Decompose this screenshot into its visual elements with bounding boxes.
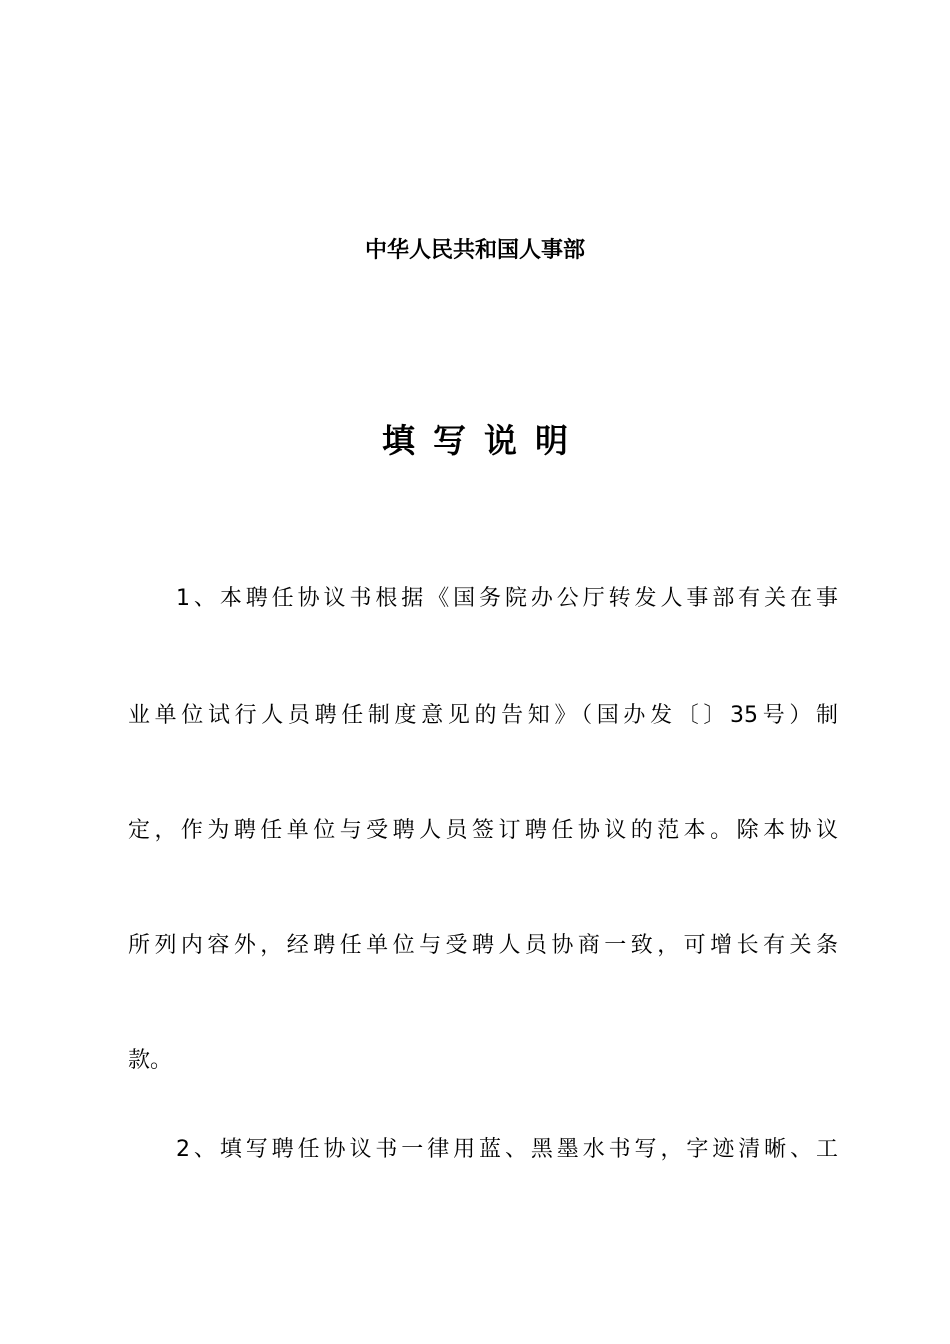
- paragraph-1-line-3: 定，作为聘任单位与受聘人员签订聘任协议的范本。除本协议: [128, 818, 838, 843]
- paragraph-1-line-4: 所列内容外，经聘任单位与受聘人员协商一致，可增长有关条: [128, 933, 838, 958]
- issuer-heading: 中华人民共和国人事部: [364, 237, 585, 263]
- paragraph-1-line-1: 1、本聘任协议书根据《国务院办公厅转发人事部有关在事: [176, 586, 838, 611]
- section-title: 填写说明: [382, 421, 586, 460]
- paragraph-1-line-2: 业单位试行人员聘任制度意见的告知》（国办发〔〕35号）制: [128, 703, 838, 728]
- paragraph-1-line-5: 款。: [128, 1048, 173, 1073]
- paragraph-2-line-1: 2、填写聘任协议书一律用蓝、黑墨水书写，字迹清晰、工: [176, 1137, 838, 1162]
